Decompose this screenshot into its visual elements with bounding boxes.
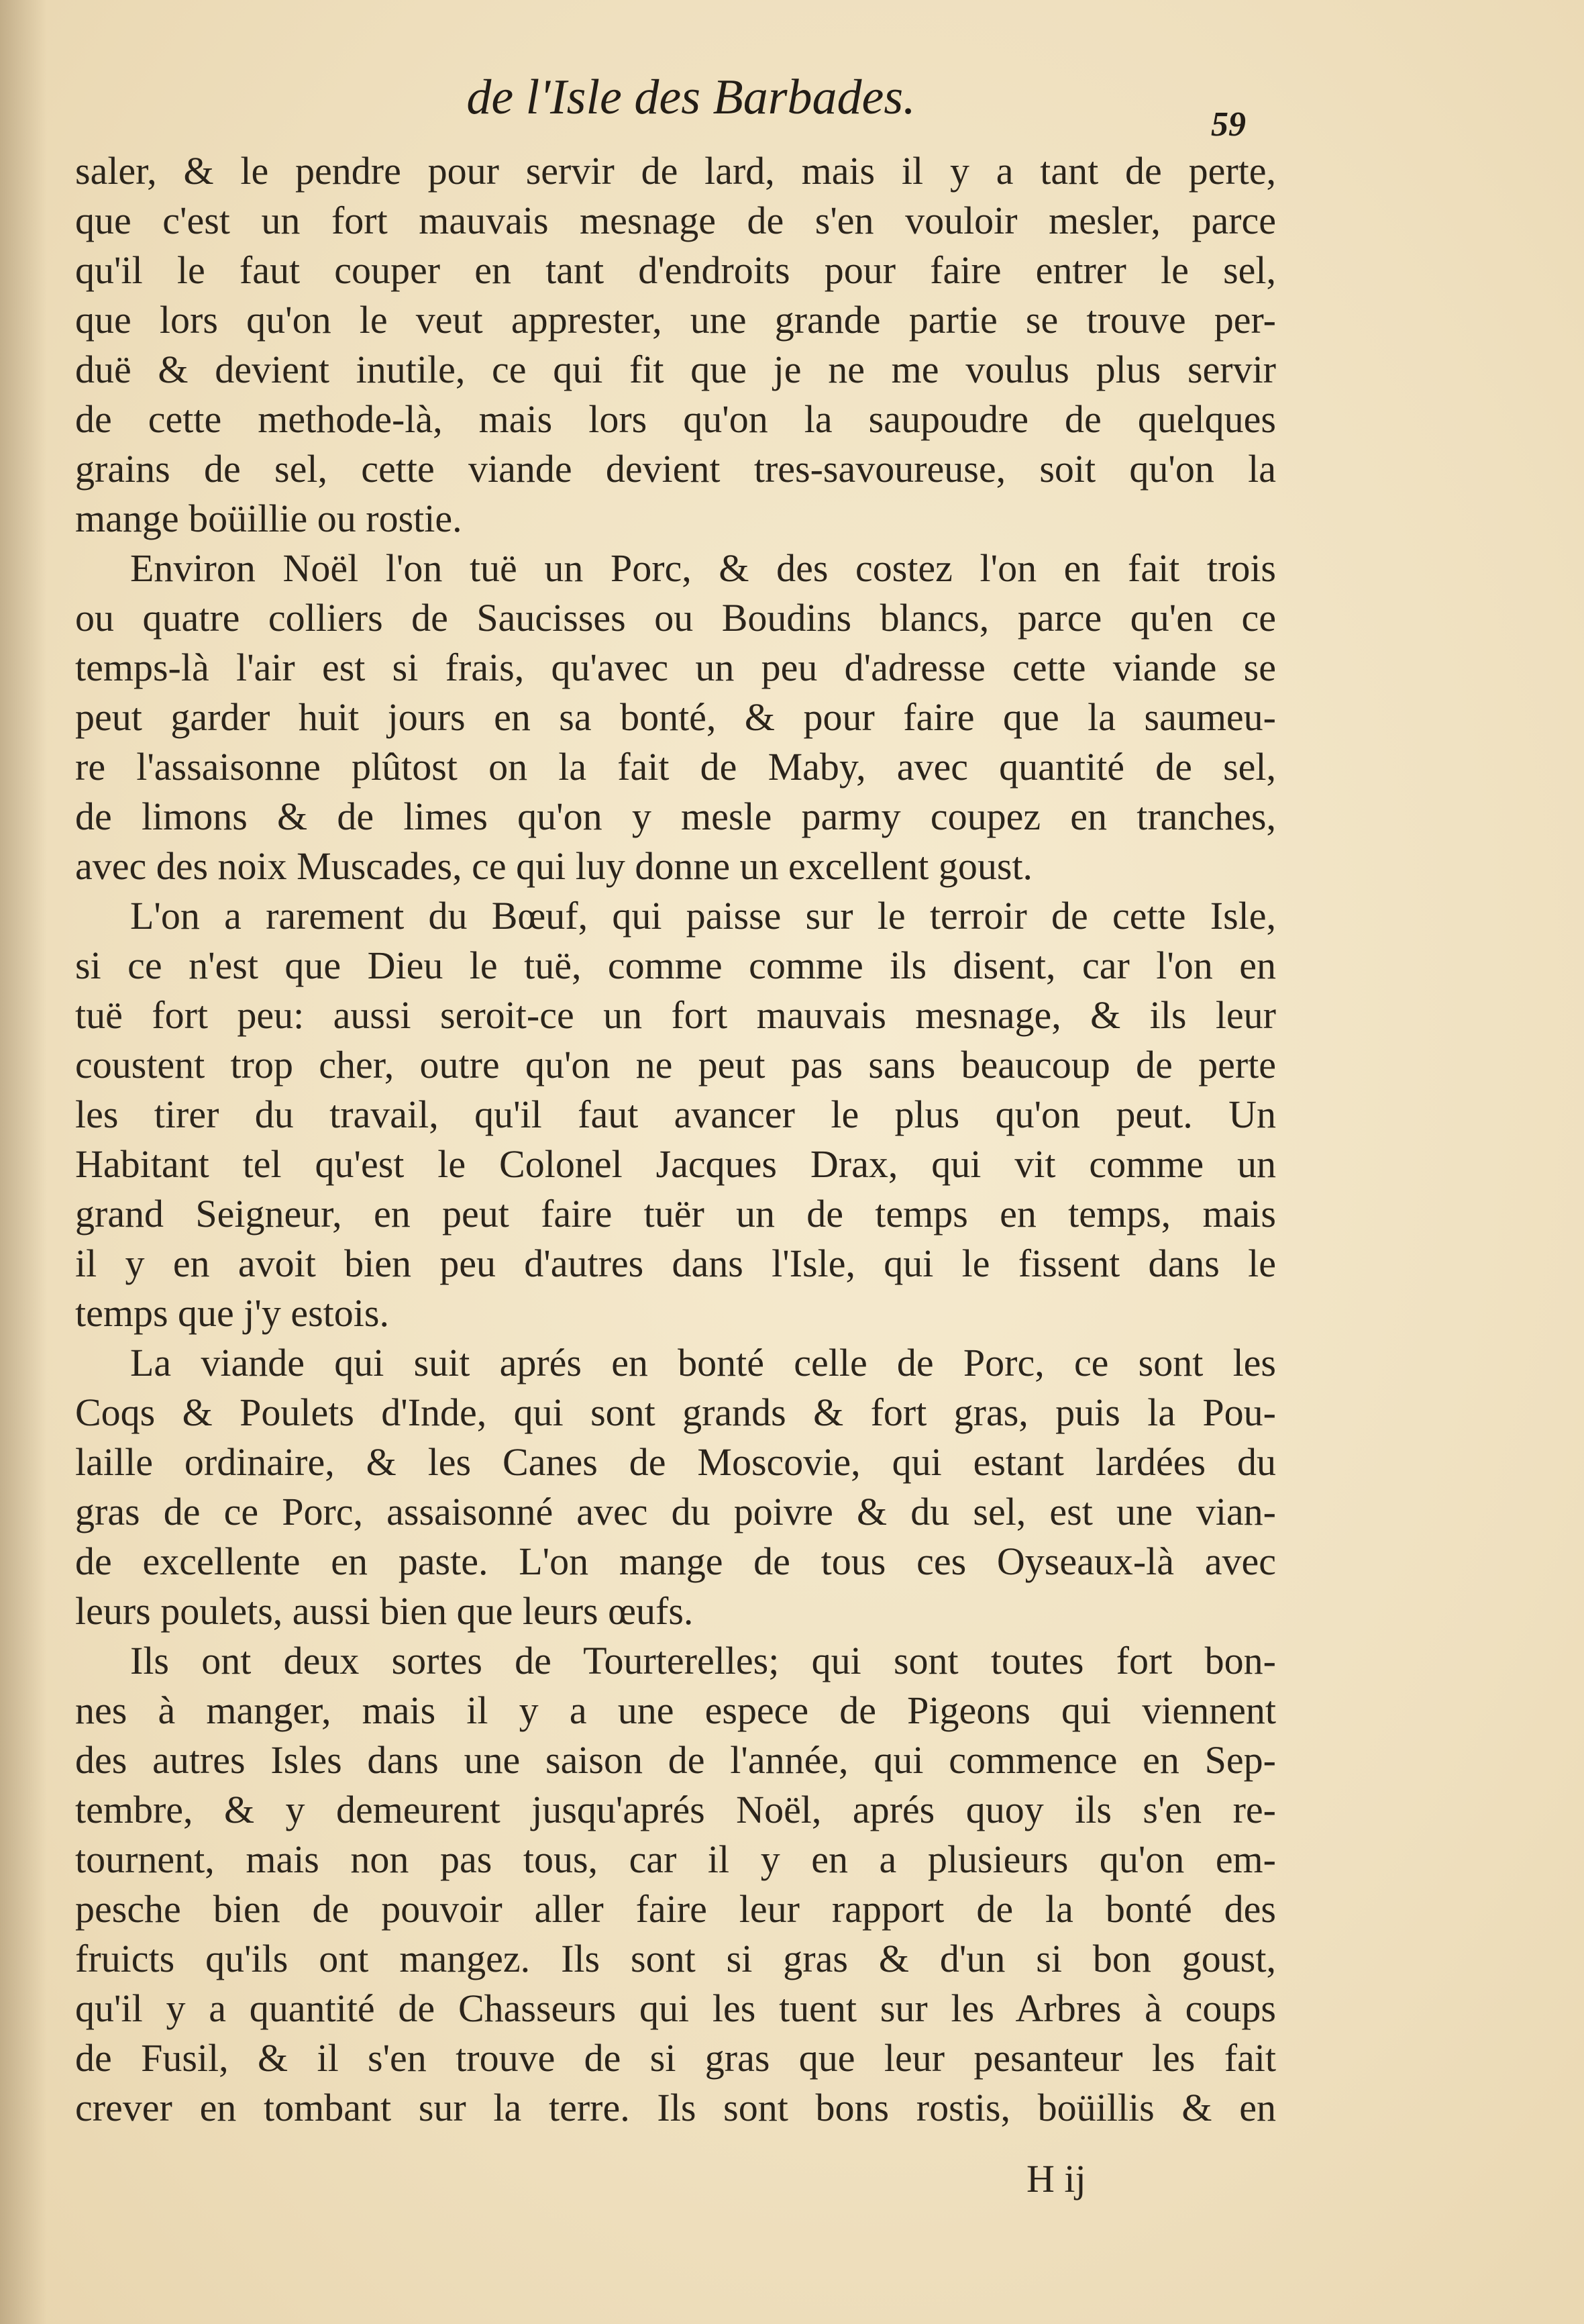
text-line: temps que j'y estois. xyxy=(75,1291,389,1335)
running-head: de l'Isle des Barbades. xyxy=(466,70,916,125)
text-line: nes à manger, mais il y a une espece de Pigeons qui viennent xyxy=(75,1688,1276,1732)
text-line: Coqs & Poulets d'Inde, qui sont grands & fort gras, puis la Pou- xyxy=(75,1391,1276,1434)
text-line: laille ordinaire, & les Canes de Moscovie, qui estant lardées du xyxy=(75,1440,1276,1484)
text-line: il y en avoit bien peu d'autres dans l'Isle, qui le fissent dans le xyxy=(75,1242,1276,1285)
text-line: duë & devient inutile, ce qui fit que je ne me voulus plus servir xyxy=(75,348,1276,391)
text-line: grains de sel, cette viande devient tres-savoureuse, soit qu'on la xyxy=(75,447,1276,491)
text-line: temps-là l'air est si frais, qu'avec un peu d'adresse cette viande se xyxy=(75,646,1276,689)
gutter-shadow xyxy=(0,0,47,2324)
text-line: mange boüillie ou rostie. xyxy=(75,497,462,540)
text-line: les tirer du travail, qu'il faut avancer le plus qu'on peut. Un xyxy=(75,1093,1276,1136)
text-line: que c'est un fort mauvais mesnage de s'en vouloir mesler, parce xyxy=(75,199,1276,242)
text-line: fruicts qu'ils ont mangez. Ils sont si gras & d'un si bon goust, xyxy=(75,1937,1276,1980)
signature-mark: H ij xyxy=(1026,2157,1086,2201)
text-line: ou quatre colliers de Saucisses ou Boudins blancs, parce qu'en ce xyxy=(75,596,1276,640)
text-line: tournent, mais non pas tous, car il y en a plusieurs qu'on em- xyxy=(75,1837,1276,1881)
text-line: L'on a rarement du Bœuf, qui paisse sur le terroir de cette Isle, xyxy=(130,894,1276,938)
text-line: que lors qu'on le veut apprester, une grande partie se trouve per- xyxy=(75,298,1276,342)
paragraph xyxy=(75,1338,1276,1636)
text-line: crever en tombant sur la terre. Ils sont bons rostis, boüillis & en xyxy=(75,2086,1276,2129)
paragraph xyxy=(75,146,1276,544)
text-line: tuë fort peu: aussi seroit-ce un fort mauvais mesnage, & ils leur xyxy=(75,993,1276,1037)
paragraph xyxy=(75,1636,1276,2133)
text-line: qu'il le faut couper en tant d'endroits pour faire entrer le sel, xyxy=(75,248,1276,292)
text-line: leurs poulets, aussi bien que leurs œufs. xyxy=(75,1589,694,1633)
text-line: avec des noix Muscades, ce qui luy donne un excellent goust. xyxy=(75,844,1033,888)
body-text xyxy=(75,146,1276,2133)
text-line: de limons & de limes qu'on y mesle parmy coupez en tranches, xyxy=(75,795,1276,838)
text-line: si ce n'est que Dieu le tuë, comme comme ils disent, car l'on en xyxy=(75,944,1276,987)
text-line: qu'il y a quantité de Chasseurs qui les tuent sur les Arbres à coups xyxy=(75,1986,1276,2030)
text-line: Ils ont deux sortes de Tourterelles; qui sont toutes fort bon- xyxy=(130,1639,1276,1682)
page-number: 59 xyxy=(1211,105,1246,144)
text-line: pesche bien de pouvoir aller faire leur rapport de la bonté des xyxy=(75,1887,1276,1931)
text-line: tembre, & y demeurent jusqu'aprés Noël, aprés quoy ils s'en re- xyxy=(75,1788,1276,1831)
text-line: de cette methode-là, mais lors qu'on la saupoudre de quelques xyxy=(75,397,1276,441)
text-line: des autres Isles dans une saison de l'année, qui commence en Sep- xyxy=(75,1738,1276,1782)
text-line: La viande qui suit aprés en bonté celle de Porc, ce sont les xyxy=(130,1341,1276,1384)
text-line: re l'assaisonne plûtost on la fait de Maby, avec quantité de sel, xyxy=(75,745,1276,789)
text-line: gras de ce Porc, assaisonné avec du poivre & du sel, est une vian- xyxy=(75,1490,1276,1533)
paragraph xyxy=(75,891,1276,1338)
text-line: de Fusil, & il s'en trouve de si gras que leur pesanteur les fait xyxy=(75,2036,1276,2080)
text-line: Environ Noël l'on tuë un Porc, & des costez l'on en fait trois xyxy=(130,546,1276,590)
text-line: de excellente en paste. L'on mange de tous ces Oyseaux-là avec xyxy=(75,1539,1276,1583)
text-line: coustent trop cher, outre qu'on ne peut pas sans beaucoup de perte xyxy=(75,1043,1276,1087)
text-line: peut garder huit jours en sa bonté, & pour faire que la saumeu- xyxy=(75,695,1276,739)
text-line: grand Seigneur, en peut faire tuër un de temps en temps, mais xyxy=(75,1192,1276,1235)
text-line: saler, & le pendre pour servir de lard, mais il y a tant de perte, xyxy=(75,149,1276,193)
paragraph xyxy=(75,544,1276,891)
text-line: Habitant tel qu'est le Colonel Jacques Drax, qui vit comme un xyxy=(75,1142,1276,1186)
